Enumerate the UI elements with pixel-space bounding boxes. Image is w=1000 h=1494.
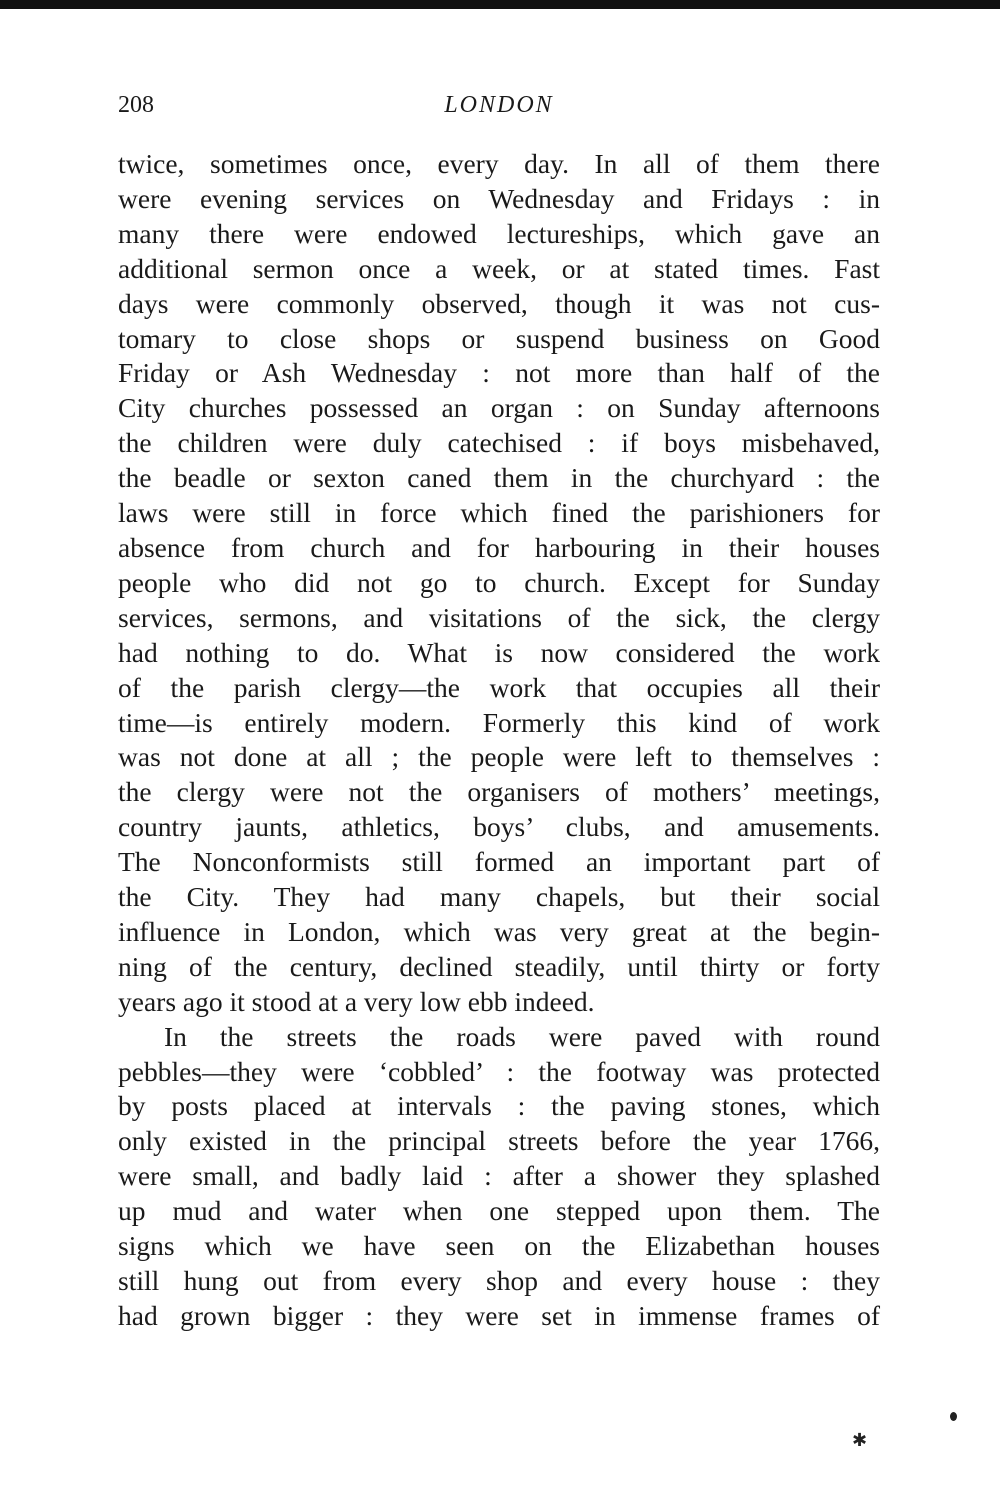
text-line: additional sermon once a week, or at stated times. Fast — [118, 252, 880, 284]
text-line: The Nonconformists still formed an important part of — [118, 846, 880, 878]
text-line: absence from church and for harbouring in their houses — [118, 531, 880, 563]
text-line: pebbles—they were ‘cobbled’ : the footway was protected — [118, 1055, 880, 1087]
text-line: the clergy were not the organisers of mothers’ meetings, — [118, 776, 880, 808]
text-line: City churches possessed an organ : on Sunday afternoons — [118, 392, 880, 424]
top-border-rule — [0, 0, 1000, 9]
text-line: only existed in the principal streets before the year 1766, — [118, 1125, 880, 1157]
text-line: laws were still in force which fined the parishioners for — [118, 497, 880, 529]
text-line: services, sermons, and visitations of the sick, the clergy — [118, 601, 880, 633]
text-line: the children were duly catechised : if boys misbehaved, — [118, 427, 880, 459]
text-line: was not done at all ; the people were left to themselves : — [118, 741, 880, 773]
text-line: by posts placed at intervals : the paving stones, which — [118, 1090, 880, 1122]
text-line: were evening services on Wednesday and Fridays : in — [118, 182, 880, 214]
text-line: up mud and water when one stepped upon them. The — [118, 1195, 880, 1227]
text-line: still hung out from every shop and every house : they — [118, 1265, 880, 1296]
text-line: twice, sometimes once, every day. In all of them there — [118, 148, 880, 179]
text-line: In the streets the roads were paved with round — [164, 1020, 880, 1052]
printer-mark-icon: ✱ — [852, 1430, 868, 1451]
body-text — [118, 147, 880, 1334]
running-title: LONDON — [444, 92, 554, 118]
text-line: signs which we have seen on the Elizabethan houses — [118, 1230, 880, 1262]
text-line: Friday or Ash Wednesday : not more than half of the — [118, 357, 880, 389]
text-line: many there were endowed lectureships, which gave an — [118, 217, 880, 249]
text-line: the City. They had many chapels, but their social — [118, 881, 880, 913]
text-line: the beadle or sexton caned them in the churchyard : the — [118, 462, 880, 494]
text-line: had nothing to do. What is now considered the work — [118, 636, 880, 668]
text-line: country jaunts, athletics, boys’ clubs, and amusements. — [118, 811, 880, 843]
paragraph-2 — [118, 1020, 880, 1334]
text-line: were small, and badly laid : after a shower they splashed — [118, 1160, 880, 1192]
paragraph-1 — [118, 147, 880, 1020]
text-line: influence in London, which was very great at the begin- — [118, 915, 880, 947]
text-line: people who did not go to church. Except for Sunday — [118, 566, 880, 598]
ink-blot-mark — [950, 1412, 957, 1421]
page-number: 208 — [118, 92, 154, 118]
text-line: years ago it stood at a very low ebb indeed. — [118, 985, 595, 1017]
text-line: ning of the century, declined steadily, until thirty or forty — [118, 950, 880, 982]
text-line: tomary to close shops or suspend business on Good — [118, 322, 880, 354]
text-line: of the parish clergy—the work that occupies all their — [118, 671, 880, 703]
text-line: days were commonly observed, though it was not cus- — [118, 287, 880, 319]
text-line: had grown bigger : they were set in immense frames of — [118, 1299, 880, 1331]
text-line: time—is entirely modern. Formerly this kind of work — [118, 706, 880, 738]
running-head — [118, 92, 880, 126]
